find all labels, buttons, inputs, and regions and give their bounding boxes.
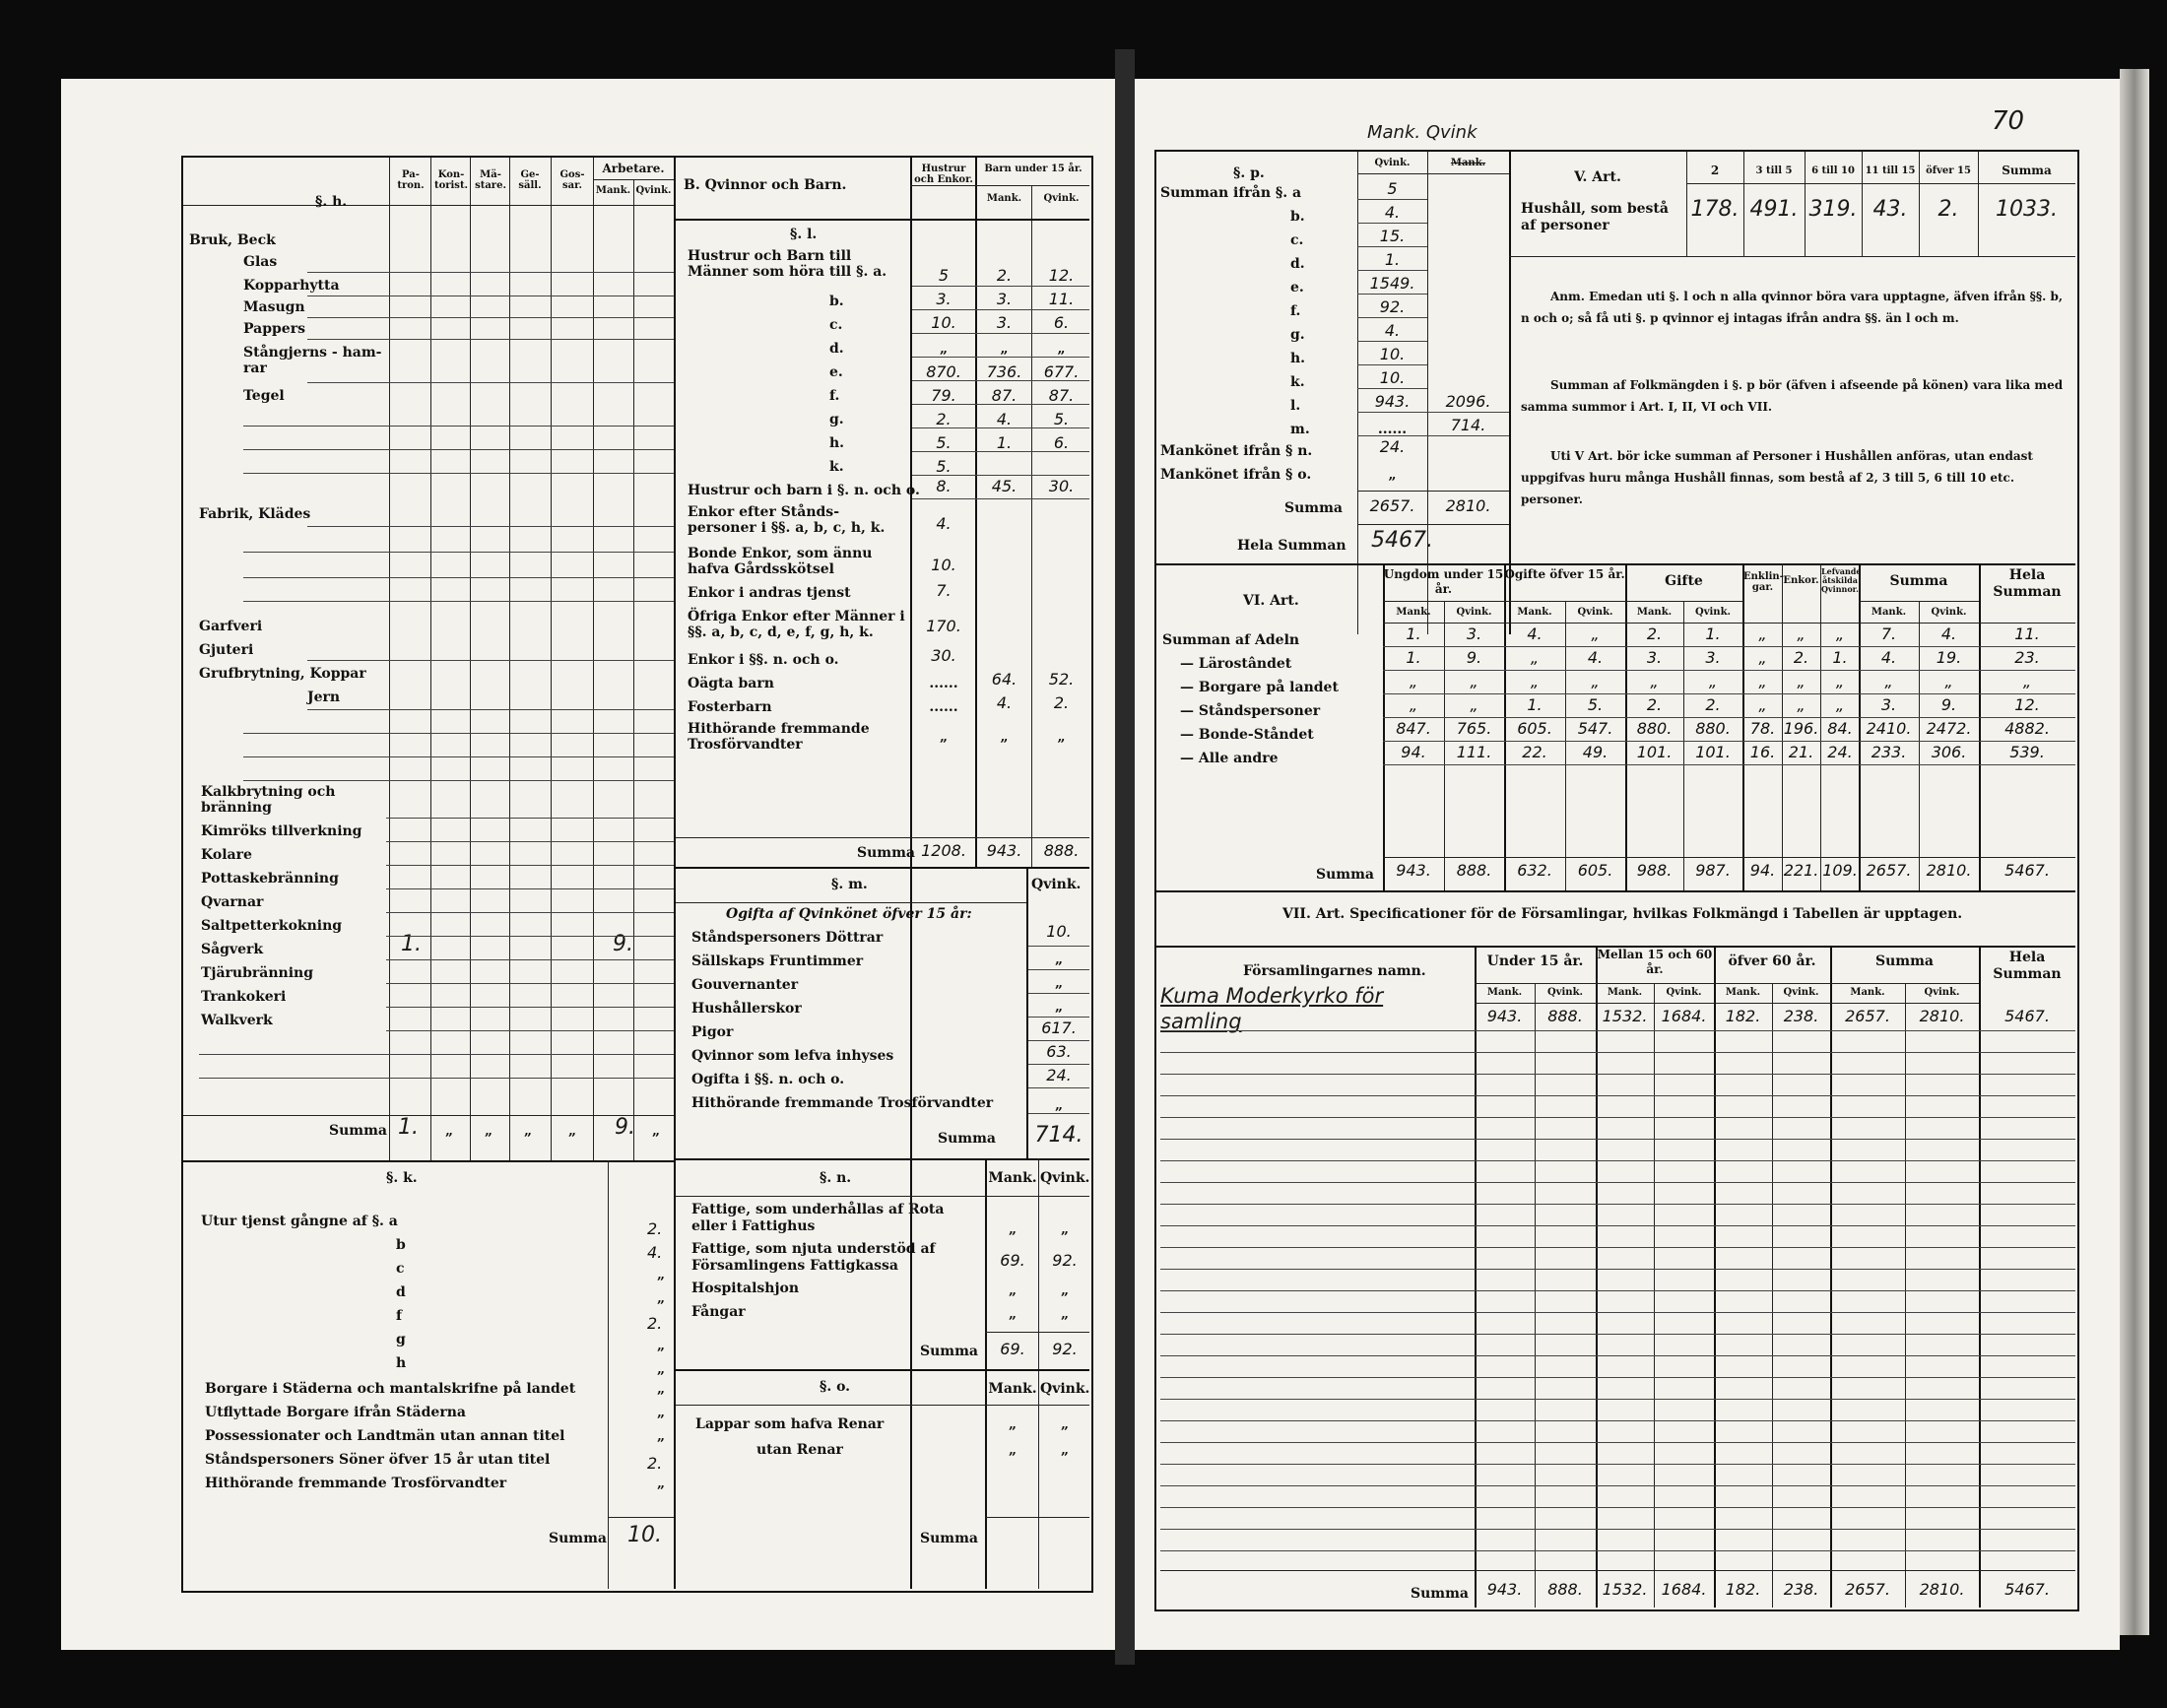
vii-row-rule [1160, 1550, 2075, 1551]
k-lead: Utur tjenst gångne af §. a [201, 1214, 398, 1229]
vii-cell: 1684. [1661, 1007, 1707, 1025]
vi-cell: 1. [1406, 624, 1421, 643]
row-trankokeri: Trankokeri [201, 989, 287, 1005]
col-mastare: Mä- stare. [475, 169, 506, 191]
vii-art-title: VII. Art. Specificationer för de Församlingar, hvilkas Folkmängd i Tabellen är upptagen. [1282, 906, 1963, 922]
vi-cell: 2. [1705, 695, 1721, 714]
vi-cell: 2472. [1926, 719, 1972, 738]
vi-cell: 3. [1646, 648, 1663, 667]
page-edges [2120, 69, 2149, 1635]
col-gossar: Gos- sar. [559, 169, 585, 191]
p-lead: Summan ifrån §. a [1160, 185, 1302, 201]
vii-summa-cell: 888. [1547, 1580, 1583, 1599]
vi-cell: „ [1884, 672, 1893, 690]
vii-row-rule [1160, 1420, 2075, 1421]
vii-row-rule [1160, 1160, 2075, 1161]
vi-cell: 547. [1577, 719, 1613, 738]
vi-cell: 847. [1396, 719, 1431, 738]
vi-cell: 4. [1880, 648, 1897, 667]
n-summa-mank: 69. [1000, 1340, 1025, 1358]
vi-cell: „ [1409, 695, 1418, 714]
vii-cell: 2810. [1919, 1007, 1965, 1025]
hela-summan-label: Hela Summan [1237, 538, 1346, 554]
v-art-label: Hushåll, som bestå af personer [1521, 201, 1669, 233]
vii-row-rule [1160, 1225, 2075, 1226]
book-spine [1115, 49, 1135, 1665]
vi-cell: 7. [1880, 624, 1897, 643]
row-masugn: Masugn [243, 299, 305, 315]
vi-cell: „ [1835, 695, 1845, 714]
vi-cell: „ [2022, 672, 2032, 690]
vi-cell: „ [1591, 672, 1600, 690]
row-tegel: Tegel [243, 388, 285, 404]
vi-cell: 11. [2014, 624, 2040, 643]
sagverk-mank-value: 9. [613, 932, 633, 956]
vi-row-rule [1383, 646, 2075, 647]
vi-summa-cell: 987. [1695, 861, 1731, 880]
vii-row-rule [1160, 1117, 2075, 1118]
col-gesall: Ge- säll. [518, 169, 542, 191]
vii-row-rule [1160, 1204, 2075, 1205]
vi-cell: 111. [1456, 743, 1492, 761]
sagverk-patron-value: 1. [401, 932, 422, 956]
vi-cell: 84. [1827, 719, 1853, 738]
vii-row-rule [1160, 1247, 2075, 1248]
row-grufbrytning: Grufbrytning, Koppar [199, 666, 366, 682]
vi-art-title: VI. Art. [1243, 593, 1299, 609]
vi-cell: 1. [1705, 624, 1721, 643]
vii-summa-cell: 5467. [2004, 1580, 2050, 1599]
vi-cell: 2. [1793, 648, 1809, 667]
vi-cell: 880. [1636, 719, 1673, 738]
row-qvarnar: Qvarnar [201, 894, 264, 910]
vi-cell: 3. [1705, 648, 1721, 667]
vi-cell: 4. [1940, 624, 1957, 643]
row-jern: Jern [307, 690, 341, 705]
vi-cell: „ [1758, 648, 1767, 667]
vii-row-rule [1160, 1269, 2075, 1270]
k-summa-value: 10. [627, 1523, 662, 1547]
vi-cell: 765. [1456, 719, 1492, 738]
vii-summa-cell: 1532. [1602, 1580, 1648, 1599]
vi-cell: 880. [1695, 719, 1731, 738]
row-stangjern: Stångjerns - ham- rar [243, 345, 382, 376]
vii-row-rule [1160, 1052, 2075, 1053]
vii-summa-cell: 2810. [1919, 1580, 1965, 1599]
vi-summa-cell: 988. [1636, 861, 1673, 880]
k-section-header: §. k. [386, 1170, 418, 1186]
vii-row-rule [1160, 1485, 2075, 1486]
vii-row-rule [1160, 1139, 2075, 1140]
o-section-header: §. o. [820, 1379, 851, 1395]
row-walkverk: Walkverk [201, 1013, 273, 1028]
vi-cell: 19. [1936, 648, 1962, 667]
vi-cell: „ [1835, 624, 1845, 643]
row-fabrik-klades: Fabrik, Klädes [199, 506, 311, 522]
vi-cell: 3. [1880, 695, 1897, 714]
h-summa-patron: 1. [398, 1115, 419, 1140]
vii-row-rule [1160, 1464, 2075, 1465]
vi-cell: 94. [1401, 743, 1426, 761]
vi-cell: 78. [1749, 719, 1776, 738]
vi-cell: 21. [1788, 743, 1814, 761]
vi-cell: 605. [1517, 719, 1552, 738]
vi-cell: 16. [1749, 743, 1776, 761]
vi-summa-cell: 943. [1396, 861, 1431, 880]
vi-cell: „ [1409, 672, 1418, 690]
vi-cell: 1. [1406, 648, 1421, 667]
b-section-title: B. Qvinnor och Barn. [684, 177, 847, 193]
col-arbetare-mank: Mank. [595, 185, 631, 196]
vi-cell: „ [1758, 624, 1767, 643]
vi-summa-cell: 888. [1456, 861, 1492, 880]
vi-cell: 2. [1646, 695, 1663, 714]
n-section-header: §. n. [820, 1170, 852, 1186]
vi-row-rule [1383, 670, 2075, 671]
vi-cell: „ [1650, 672, 1659, 690]
vi-cell: 196. [1783, 719, 1819, 738]
vi-cell: „ [1835, 672, 1845, 690]
h-summa-mank: 9. [615, 1115, 635, 1140]
vi-row-rule [1383, 741, 2075, 742]
vi-cell: „ [1470, 695, 1478, 714]
vi-summa-cell: 94. [1749, 861, 1776, 880]
top-marginalia: Mank. Qvink [1367, 122, 1478, 143]
vi-summa-label: Summa [1316, 867, 1374, 883]
vi-summa-cell: 632. [1517, 861, 1552, 880]
vii-row-rule [1160, 1334, 2075, 1335]
vi-cell: 101. [1636, 743, 1673, 761]
vi-cell: 2410. [1866, 719, 1912, 738]
p-summa-qvink: 2657. [1369, 496, 1415, 515]
l-intro: Hustrur och Barn till Männer som höra till §. a. [688, 248, 887, 280]
vii-cell: 182. [1725, 1007, 1761, 1025]
l-section-header: §. l. [790, 227, 818, 242]
row-saltpetter: Saltpetterkokning [201, 918, 343, 934]
vi-cell: 23. [2014, 648, 2040, 667]
page-number: 70 [1992, 106, 2025, 136]
row-bruk-beck: Bruk, Beck [189, 232, 276, 248]
vi-cell: „ [1530, 648, 1540, 667]
left-page: §. h. Pa- tron. Kon- torist. Mä- stare. Ge- säll. Gos- sar. Arbetare. Mank. Qvink. Bruk, Beck Glas Kopparhytta Masugn Pappers Stångjerns - ham- rar Tegel Fabrik, Klädes Garfveri Gjuteri Grufbrytning, Koppar Jern Kalkbrytning och bränning Kimröks tillverkning Kolare Pottaskebränning Qvarnar Saltpetterkokning Sågverk Tjärubränning Trankokeri Walkverk 1. 9. Summa 1. „ „ „ „ 9. „ §. k. Utur tjenst gångne af §. a b c d f g h 2. 4. „ „ 2. „ „ Borgare i Städerna och mantalskrifne på landet Utflyttade Borgare ifrån Städerna Possessionater och Landtmän utan annan titel Ståndspersoners Söner öfver 15 år utan titel Hithörande fremmande Trosförvandter „ „ „ 2. „ Summa 10. B. Qvinnor och Barn. Hustrur och Enkor. Barn under 15 år. Mank. Qvink. §. l. Hustrur och Barn till Männer som höra till §. a. b. c. d. e. f. g. h. k. 5 2. 12. 3. 3. 11. 10. 3. 6. „ „ „ 870. 736. 677. 79. 87. 87. 2. 4. 5. 5. 1. 6. 5. Hustrur och barn i §. n. och o. Enkor efter Stånds-personer i §§. a, b, c, h, k. Bonde Enkor, som ännu hafva Gårdsskötsel Enkor i andras tjenst Öfriga Enkor efter Männer i §§. a, b, c, d, e, f, g, h, k. Enkor i §§. n. och o. Oägta barn Fosterbarn Hithörande fremmande Trosförvandter 8. 45. 30. 4. 10. 7. 170. 30. ...... 64. 52. ...... 4. 2. „ „ „ Summa 1208. 943. 888. §. m. Qvink. Ogifta af Qvinkönet öfver 15 år: Ståndspersoners Döttrar Sällskaps Fruntimmer Gouvernanter Hushållerskor Pigor Qvinnor som lefva inhyses Ogifta i §§. n. och o. Hithörande fremmande Trosförvandter 10. „ „ „ 617. 63. 24. „ Summa 714. §. n. Mank. Qvink. Fattige, som underhållas af Rota eller i Fattighus Fattige, som njuta understöd af Församlingens Fattigkassa Hospitalshjon Fångar „ „ 69. 92. „ „ „ „ Summa 69. 92. §. o. Mank. Qvink. Lappar som hafva Renar utan Renar „ „ „ „ Summa [61, 79, 1115, 1650]
vii-row-rule [1160, 1312, 2075, 1313]
vii-row-rule [1160, 1529, 2075, 1530]
v-art-title: V. Art. [1574, 169, 1621, 185]
vi-row-rule [1383, 717, 2075, 718]
vii-row-rule [1160, 1030, 2075, 1031]
vi-cell: 539. [2009, 743, 2045, 761]
row-kalkbrytning: Kalkbrytning och bränning [201, 784, 336, 816]
v-art-summa: 1033. [1996, 197, 2058, 222]
vi-cell: „ [1797, 672, 1806, 690]
vi-cell: „ [1591, 624, 1600, 643]
vi-summa-cell: 2810. [1926, 861, 1972, 880]
row-garfveri: Garfveri [199, 619, 263, 634]
vi-cell: 9. [1940, 695, 1957, 714]
vii-summa-cell: 238. [1783, 1580, 1819, 1599]
vi-cell: „ [1758, 672, 1767, 690]
vi-cell: „ [1758, 695, 1767, 714]
vi-cell: 2. [1646, 624, 1663, 643]
vii-row-rule [1160, 1355, 2075, 1356]
vi-cell: 233. [1871, 743, 1907, 761]
vii-cell: 1532. [1602, 1007, 1648, 1025]
vii-summa-cell: 2657. [1845, 1580, 1890, 1599]
vi-cell: „ [1944, 672, 1953, 690]
vii-summa-cell: 182. [1725, 1580, 1761, 1599]
m-subtitle: Ogifta af Qvinkönet öfver 15 år: [726, 906, 972, 922]
row-kimroks: Kimröks tillverkning [201, 823, 362, 839]
vii-summa-rule [1160, 1570, 2075, 1571]
right-page: Mank. Qvink 70 §. p. Qvink. Mank. Summan ifrån §. a b. c. d. e. f. g. h. k. l. m. 5 4. 15. 1. 1549. 92. 4. 10. 10. 943. ...... 2096. 714. Mankönet ifrån § n. Mankönet ifrån § o. 24. „ Summa 2657. 2810. Hela Summan 5467. V. Art. 2 3 till 5 6 till 10 11 till 15 öfver 15 Summa Hushåll, som bestå af personer 178. 491. 319. 43. 2. 1033. Anm. Emedan uti §. l och n alla qvinnor böra vara upptagne, äfven ifrån §§. b, n och o; så få uti §. p qvinnor ej intagas ifrån andra §§. än l och m. Summan af Folkmängden i §. p bör (äfven i afseende på könen) vara lika med samma summor i Art. I, II, VI och VII. Uti V Art. bör icke summan af Personer i Hushållen anföras, utan endast uppgifvas huru många Hushåll finnas, som bestå af 2, 3 till 5, 6 till 10 etc. personer. VI. Art. Ungdom under 15 år. Ogifte öfver 15 år. Gifte Enklin-gar. Enkor. Lefvande åtskilda Qvinnor. Summa Hela Summan Mank. Qvink. Mank. Qvink. Mank. Qvink. Mank. Qvink. Summan af Adeln — Lärostândet — Borgare på landet — Ståndspersoner — Bonde-Ståndet — Alle andre 1. 3. 4. „ 2. 1. „ „ „ 7. 4. 11. 1. 9. „ 4. 3. 3. „ 2. 1. 4. 19. 23. „ „ „ „ „ „ „ „ „ „ „ „ „ „ 1. 5. 2. 2. „ „ „ 3. 9. 12. 847. 765. 605. 547. 880. 880. 78. 196. 84. 2410. 2472. 4882. 94. 111. 22. 49. 101. 101. 16. 21. 24. 233. 306. 539. Summa 943. 888. 632. 605. 988. 987. 94. 221. 109. 2657. 2810. 5467. VII. Art. Specificationer för de Församlingar, hvilkas Folkmängd i Tabellen är upptagen. Församlingarnes namn. Under 15 år. Mellan 15 och 60 år. öfver 60 år. Summa Hela Summan Mank. Qvink. Mank. Qvink. Mank. Qvink. Mank. Qvink. Kuma Moderkyrko för samling 943. 888. 1532. 1684. 182. 238. 2657. 2810. 5467. Summa 943. 888. 1532. 1684. 182. 238. 2657. 2810. 5467. [1135, 79, 2120, 1650]
anm-3: Uti V Art. bör icke summan af Personer i Hushållen anföras, utan endast uppgifvas huru många Hushåll finnas, som bestå af 2, 3 till 5, 6 till 10 etc. personer. [1521, 449, 2033, 506]
row-pottaske: Pottaskebränning [201, 871, 339, 887]
vi-cell: 3. [1466, 624, 1482, 643]
l-summa-hustrur: 1208. [921, 841, 966, 860]
vii-summa-cell: 943. [1486, 1580, 1523, 1599]
vi-row-rule [1383, 693, 2075, 694]
row-tjarubranning: Tjärubränning [201, 965, 313, 981]
vii-row-rule [1160, 1290, 2075, 1291]
vi-cell: „ [1797, 624, 1806, 643]
row-gjuteri: Gjuteri [199, 642, 254, 658]
vii-summa-cell: 1684. [1661, 1580, 1707, 1599]
vii-cell: 5467. [2004, 1007, 2050, 1025]
vii-row-rule [1160, 1442, 2075, 1443]
l-summa-label: Summa [857, 845, 915, 861]
m-summa-value: 714. [1034, 1123, 1084, 1148]
row-glas: Glas [243, 254, 278, 270]
vi-cell: 1. [1527, 695, 1543, 714]
right-form-frame [1154, 150, 2079, 1611]
vi-summa-cell: 5467. [2004, 861, 2050, 880]
vii-cell: 888. [1547, 1007, 1583, 1025]
vi-summa-cell: 2657. [1866, 861, 1912, 880]
vi-cell: 4. [1527, 624, 1543, 643]
vi-cell: 9. [1466, 648, 1482, 667]
vi-cell: 5. [1587, 695, 1604, 714]
vii-parish-name: Kuma Moderkyrko för samling [1160, 984, 1384, 1033]
col-patron: Pa- tron. [397, 169, 425, 191]
hela-summan-value: 5467. [1371, 528, 1433, 553]
vi-cell: 49. [1582, 743, 1609, 761]
vii-row-rule [1160, 1095, 2075, 1096]
vii-row-rule [1160, 1074, 2075, 1075]
vii-cell: 943. [1486, 1007, 1523, 1025]
vi-cell: „ [1797, 695, 1806, 714]
row-kopparhytta: Kopparhytta [243, 278, 340, 294]
vii-row-rule [1160, 1399, 2075, 1400]
vi-row-rule [1383, 764, 2075, 765]
vi-cell: „ [1530, 672, 1540, 690]
anm-2: Summan af Folkmängden i §. p bör (äfven i afseende på könen) vara lika med samma summor i Art. I, II, VI och VII. [1521, 378, 2064, 414]
anm-1: Anm. Emedan uti §. l och n alla qvinnor böra vara upptagne, äfven ifrån §§. b, n och o; så få uti §. p qvinnor ej intagas ifrån andra §§. än l och m. [1521, 290, 2064, 325]
vi-cell: 1. [1832, 648, 1848, 667]
k-summa-label: Summa [549, 1531, 607, 1546]
row-pappers: Pappers [243, 321, 305, 337]
col-arbetare: Arbetare. [602, 162, 665, 175]
l-summa-mank: 943. [986, 841, 1022, 860]
col-kontorist: Kon- torist. [433, 169, 469, 191]
vi-cell: 4. [1587, 648, 1604, 667]
vii-row-rule [1160, 1507, 2075, 1508]
p-summa-label: Summa [1284, 500, 1343, 516]
vi-cell: 22. [1522, 743, 1547, 761]
vii-row-rule [1160, 1377, 2075, 1378]
vi-summa-cell: 109. [1822, 861, 1858, 880]
vi-cell: „ [1470, 672, 1478, 690]
vi-cell: 4882. [2004, 719, 2050, 738]
col-hustrur: Hustrur och Enkor. [914, 164, 973, 185]
col-barn: Barn under 15 år. [984, 164, 1083, 174]
vii-summa-label: Summa [1411, 1586, 1469, 1602]
vii-row-rule [1160, 1182, 2075, 1183]
vi-summa-cell: 605. [1577, 861, 1613, 880]
vi-cell: 306. [1931, 743, 1967, 761]
p-section-header: §. p. [1233, 165, 1265, 181]
h-section-header: §. h. [315, 194, 348, 210]
h-summa-label: Summa [329, 1123, 387, 1139]
vi-cell: 101. [1695, 743, 1731, 761]
p-summa-mank: 2810. [1445, 496, 1491, 515]
vii-cell: 2657. [1845, 1007, 1890, 1025]
vi-cell: „ [1708, 672, 1718, 690]
l-summa-qvink: 888. [1043, 841, 1080, 860]
vi-cell: 24. [1827, 743, 1853, 761]
vi-cell: 12. [2014, 695, 2040, 714]
row-sagverk: Sågverk [201, 942, 264, 957]
m-section-header: §. m. [831, 877, 868, 892]
n-summa-qvink: 92. [1052, 1340, 1078, 1358]
col-arbetare-qvink: Qvink. [635, 185, 672, 196]
row-kolare: Kolare [201, 847, 252, 863]
vii-cell: 238. [1783, 1007, 1819, 1025]
vi-summa-cell: 221. [1783, 861, 1819, 880]
